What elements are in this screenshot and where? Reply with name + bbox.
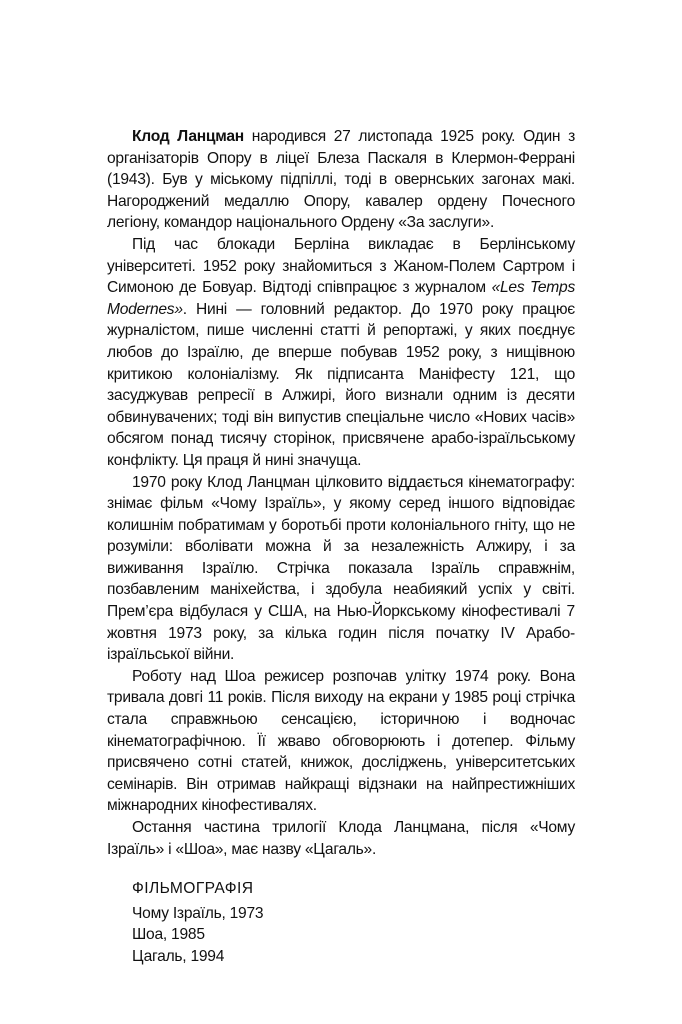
filmography-heading: ФІЛЬМОГРАФІЯ bbox=[132, 880, 254, 898]
paragraph-intro bbox=[107, 126, 575, 234]
paragraph-career bbox=[107, 234, 575, 472]
filmography-item: Чому Ізраїль, 1973 bbox=[132, 904, 264, 922]
paragraph-career-before: Під час блокади Берліна викладає в Берлінському університеті. 1952 року знайомиться з Жаном-Полем Сартром і Симоною де Бовуар. Відтоді співпрацює з журналом bbox=[107, 235, 575, 297]
filmography-list bbox=[132, 903, 575, 968]
paragraph-intro-text: народився 27 листопада 1925 року. Один з організаторів Опору в ліцеї Блеза Паскаля в Клермон-Феррані (1943). Був у міському підпіллі, тоді в овернських загонах макі. Нагороджений медаллю Опору, кавалер ордену Почесного легіону, командор національного Ордену «За заслуги». bbox=[107, 128, 575, 232]
paragraph-career-after: . Нині — головний редактор. До 1970 року працює журналістом, пише численні статті й репортажі, у яких поєднує любов до Ізраїлю, де вперше побував 1952 року, з нищівною критикою колоніалізму. Як підписанта Маніфесту 121, що засуджував репресії в Алжирі, його визнали одним із десяти обвинувачених; тоді він випустив спеціальне число «Нових часів» обсягом понад тисячу сторінок, присвячене арабо-ізраїльському конфлікту. Ця праця й нині значуща. bbox=[107, 300, 575, 469]
journal-title: «Les Temps Modernes» bbox=[107, 279, 576, 318]
author-name: Клод Ланцман bbox=[132, 128, 244, 145]
paragraph-shoah: Роботу над Шоа режисер розпочав улітку 1974 року. Вона тривала довгі 11 років. Після виходу на екрани у 1985 році стрічка стала справжньою сенсацією, історичною і водночас кінематографічною. Її жваво обговорюють і дотепер. Фільму присвячено сотні статей, книжок, досліджень, університетських семінарів. Він отримав найкращі відзнаки на найпрестижніших міжнародних кінофестивалях. bbox=[107, 667, 575, 815]
filmography-item: Цагаль, 1994 bbox=[132, 947, 225, 965]
filmography-item: Шоа, 1985 bbox=[132, 926, 205, 944]
paragraph-first-film: 1970 року Клод Ланцман цілковито віддається кінематографу: знімає фільм «Чому Ізраїль», у якому серед іншого відповідає колишнім побратимам у боротьбі проти колоніального гніту, що не розуміли: вболівати можна й за незалежність Алжиру, і за виживання Ізраїлю. Стрічка показала Ізраїль справжнім, позбавленим маніхейства, і здобула неабиякий успіх у світі. Прем’єра відбулася у США, на Нью-Йоркському кінофестивалі 7 жовтня 1973 року, за кілька годин після початку IV Арабо-ізраїльської війни. bbox=[107, 473, 575, 664]
biography-page bbox=[107, 126, 575, 968]
paragraph-trilogy: Остання частина трилогії Клода Ланцмана, після «Чому Ізраїль» і «Шоа», має назву «Цагаль». bbox=[107, 819, 575, 858]
